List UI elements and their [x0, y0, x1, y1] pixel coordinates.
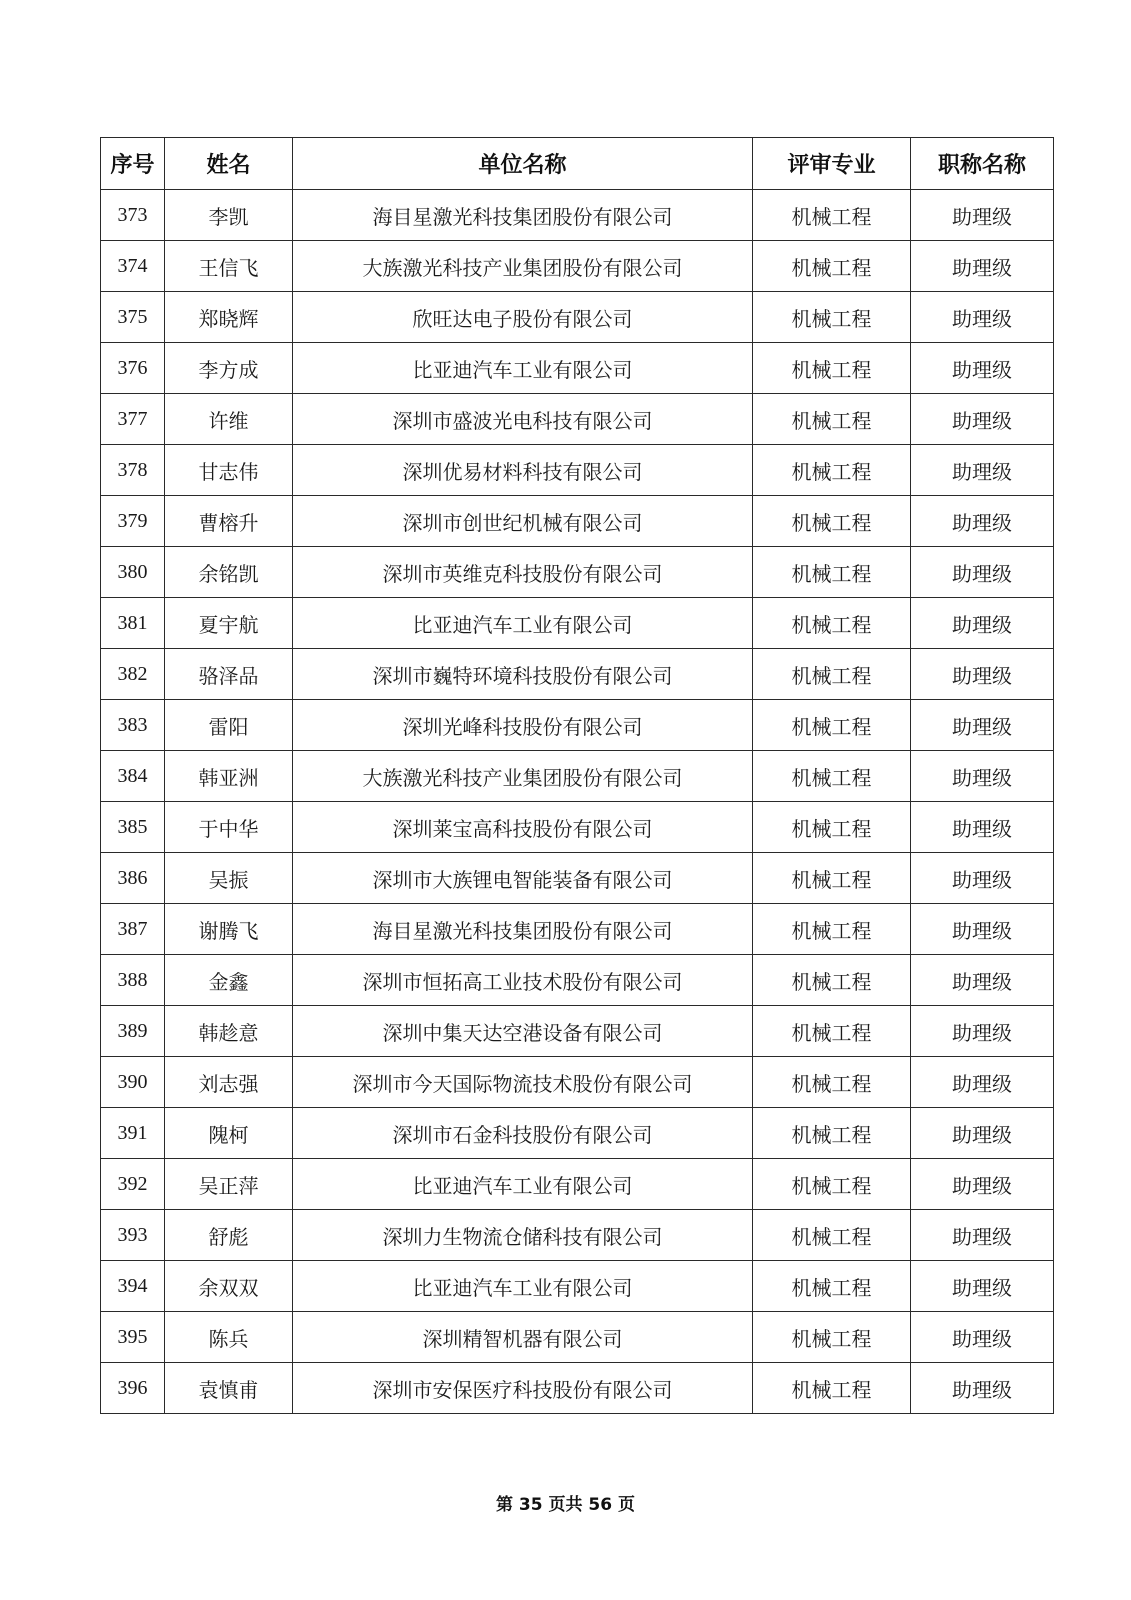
- cell-no: 384: [101, 751, 165, 802]
- cell-major: 机械工程: [753, 1312, 911, 1363]
- table-row: [101, 496, 1054, 547]
- cell-title: 助理级: [911, 598, 1054, 649]
- cell-no: 382: [101, 649, 165, 700]
- table-row: [101, 1261, 1054, 1312]
- cell-name: 夏宇航: [165, 598, 293, 649]
- cell-unit: 比亚迪汽车工业有限公司: [293, 1261, 753, 1312]
- table-row: [101, 394, 1054, 445]
- table-row: [101, 241, 1054, 292]
- cell-title: 助理级: [911, 496, 1054, 547]
- table-row: [101, 1108, 1054, 1159]
- cell-no: 387: [101, 904, 165, 955]
- cell-major: 机械工程: [753, 598, 911, 649]
- cell-no: 376: [101, 343, 165, 394]
- cell-no: 396: [101, 1363, 165, 1414]
- cell-unit: 比亚迪汽车工业有限公司: [293, 343, 753, 394]
- table-row: [101, 1210, 1054, 1261]
- cell-name: 余铭凯: [165, 547, 293, 598]
- cell-unit: 欣旺达电子股份有限公司: [293, 292, 753, 343]
- cell-title: 助理级: [911, 1159, 1054, 1210]
- cell-unit: 比亚迪汽车工业有限公司: [293, 598, 753, 649]
- cell-major: 机械工程: [753, 1210, 911, 1261]
- cell-name: 吴振: [165, 853, 293, 904]
- table-header: [101, 138, 1054, 190]
- cell-unit: 深圳市巍特环境科技股份有限公司: [293, 649, 753, 700]
- cell-major: 机械工程: [753, 496, 911, 547]
- cell-title: 助理级: [911, 1006, 1054, 1057]
- cell-name: 许维: [165, 394, 293, 445]
- cell-major: 机械工程: [753, 1006, 911, 1057]
- cell-major: 机械工程: [753, 955, 911, 1006]
- table-body: [101, 190, 1054, 1414]
- table-row: [101, 445, 1054, 496]
- cell-no: 377: [101, 394, 165, 445]
- header-no: 序号: [101, 138, 165, 190]
- cell-major: 机械工程: [753, 1057, 911, 1108]
- table-row: [101, 598, 1054, 649]
- table-row: [101, 700, 1054, 751]
- table-row: [101, 190, 1054, 241]
- cell-major: 机械工程: [753, 802, 911, 853]
- table-row: [101, 802, 1054, 853]
- header-unit: 单位名称: [293, 138, 753, 190]
- cell-unit: 深圳精智机器有限公司: [293, 1312, 753, 1363]
- cell-name: 郑晓辉: [165, 292, 293, 343]
- cell-major: 机械工程: [753, 649, 911, 700]
- cell-no: 373: [101, 190, 165, 241]
- cell-title: 助理级: [911, 649, 1054, 700]
- cell-unit: 深圳中集天达空港设备有限公司: [293, 1006, 753, 1057]
- header-name: 姓名: [165, 138, 293, 190]
- header-major: 评审专业: [753, 138, 911, 190]
- cell-name: 王信飞: [165, 241, 293, 292]
- cell-name: 韩趁意: [165, 1006, 293, 1057]
- cell-title: 助理级: [911, 700, 1054, 751]
- cell-major: 机械工程: [753, 853, 911, 904]
- table-row: [101, 1312, 1054, 1363]
- cell-name: 刘志强: [165, 1057, 293, 1108]
- header-row: [101, 138, 1054, 190]
- cell-name: 骆泽品: [165, 649, 293, 700]
- cell-name: 李凯: [165, 190, 293, 241]
- cell-major: 机械工程: [753, 445, 911, 496]
- cell-name: 雷阳: [165, 700, 293, 751]
- cell-title: 助理级: [911, 1210, 1054, 1261]
- table-row: [101, 853, 1054, 904]
- cell-unit: 深圳市英维克科技股份有限公司: [293, 547, 753, 598]
- cell-name: 李方成: [165, 343, 293, 394]
- table-row: [101, 751, 1054, 802]
- cell-no: 388: [101, 955, 165, 1006]
- cell-name: 舒彪: [165, 1210, 293, 1261]
- cell-title: 助理级: [911, 1312, 1054, 1363]
- cell-no: 381: [101, 598, 165, 649]
- cell-no: 383: [101, 700, 165, 751]
- cell-no: 375: [101, 292, 165, 343]
- cell-unit: 海目星激光科技集团股份有限公司: [293, 190, 753, 241]
- cell-major: 机械工程: [753, 904, 911, 955]
- cell-no: 374: [101, 241, 165, 292]
- cell-name: 谢腾飞: [165, 904, 293, 955]
- cell-no: 379: [101, 496, 165, 547]
- cell-major: 机械工程: [753, 1159, 911, 1210]
- cell-unit: 比亚迪汽车工业有限公司: [293, 1159, 753, 1210]
- cell-name: 余双双: [165, 1261, 293, 1312]
- cell-no: 380: [101, 547, 165, 598]
- cell-unit: 深圳市恒拓高工业技术股份有限公司: [293, 955, 753, 1006]
- cell-major: 机械工程: [753, 547, 911, 598]
- roster-table: [100, 137, 1054, 1414]
- table-row: [101, 649, 1054, 700]
- cell-title: 助理级: [911, 802, 1054, 853]
- cell-no: 395: [101, 1312, 165, 1363]
- cell-name: 隗柯: [165, 1108, 293, 1159]
- cell-no: 386: [101, 853, 165, 904]
- cell-title: 助理级: [911, 1363, 1054, 1414]
- cell-title: 助理级: [911, 445, 1054, 496]
- cell-title: 助理级: [911, 547, 1054, 598]
- cell-no: 390: [101, 1057, 165, 1108]
- cell-title: 助理级: [911, 751, 1054, 802]
- cell-name: 袁慎甫: [165, 1363, 293, 1414]
- cell-no: 385: [101, 802, 165, 853]
- cell-unit: 海目星激光科技集团股份有限公司: [293, 904, 753, 955]
- cell-unit: 深圳市石金科技股份有限公司: [293, 1108, 753, 1159]
- cell-unit: 深圳市今天国际物流技术股份有限公司: [293, 1057, 753, 1108]
- cell-name: 于中华: [165, 802, 293, 853]
- table-row: [101, 343, 1054, 394]
- cell-unit: 深圳市创世纪机械有限公司: [293, 496, 753, 547]
- cell-unit: 深圳市盛波光电科技有限公司: [293, 394, 753, 445]
- cell-unit: 深圳莱宝高科技股份有限公司: [293, 802, 753, 853]
- cell-major: 机械工程: [753, 241, 911, 292]
- cell-major: 机械工程: [753, 1261, 911, 1312]
- cell-name: 吴正萍: [165, 1159, 293, 1210]
- table-row: [101, 547, 1054, 598]
- header-title: 职称名称: [911, 138, 1054, 190]
- cell-title: 助理级: [911, 343, 1054, 394]
- cell-major: 机械工程: [753, 751, 911, 802]
- cell-unit: 深圳力生物流仓储科技有限公司: [293, 1210, 753, 1261]
- cell-unit: 深圳市大族锂电智能装备有限公司: [293, 853, 753, 904]
- cell-name: 韩亚洲: [165, 751, 293, 802]
- table-row: [101, 1363, 1054, 1414]
- cell-title: 助理级: [911, 1108, 1054, 1159]
- cell-unit: 大族激光科技产业集团股份有限公司: [293, 751, 753, 802]
- cell-title: 助理级: [911, 1261, 1054, 1312]
- cell-no: 393: [101, 1210, 165, 1261]
- cell-title: 助理级: [911, 853, 1054, 904]
- table-row: [101, 1057, 1054, 1108]
- cell-title: 助理级: [911, 904, 1054, 955]
- table-row: [101, 955, 1054, 1006]
- cell-no: 378: [101, 445, 165, 496]
- table-row: [101, 904, 1054, 955]
- cell-major: 机械工程: [753, 343, 911, 394]
- cell-title: 助理级: [911, 394, 1054, 445]
- table-row: [101, 1159, 1054, 1210]
- page-number: 第 35 页共 56 页: [496, 1495, 635, 1515]
- cell-title: 助理级: [911, 292, 1054, 343]
- cell-unit: 深圳优易材料科技有限公司: [293, 445, 753, 496]
- cell-unit: 深圳光峰科技股份有限公司: [293, 700, 753, 751]
- table-row: [101, 1006, 1054, 1057]
- cell-name: 曹榕升: [165, 496, 293, 547]
- cell-title: 助理级: [911, 1057, 1054, 1108]
- cell-title: 助理级: [911, 955, 1054, 1006]
- cell-unit: 大族激光科技产业集团股份有限公司: [293, 241, 753, 292]
- cell-name: 陈兵: [165, 1312, 293, 1363]
- cell-name: 甘志伟: [165, 445, 293, 496]
- cell-major: 机械工程: [753, 700, 911, 751]
- cell-major: 机械工程: [753, 190, 911, 241]
- cell-no: 394: [101, 1261, 165, 1312]
- table-row: [101, 292, 1054, 343]
- cell-major: 机械工程: [753, 1108, 911, 1159]
- cell-unit: 深圳市安保医疗科技股份有限公司: [293, 1363, 753, 1414]
- cell-major: 机械工程: [753, 394, 911, 445]
- cell-title: 助理级: [911, 241, 1054, 292]
- cell-no: 389: [101, 1006, 165, 1057]
- cell-no: 391: [101, 1108, 165, 1159]
- cell-no: 392: [101, 1159, 165, 1210]
- cell-major: 机械工程: [753, 292, 911, 343]
- cell-major: 机械工程: [753, 1363, 911, 1414]
- cell-title: 助理级: [911, 190, 1054, 241]
- cell-name: 金鑫: [165, 955, 293, 1006]
